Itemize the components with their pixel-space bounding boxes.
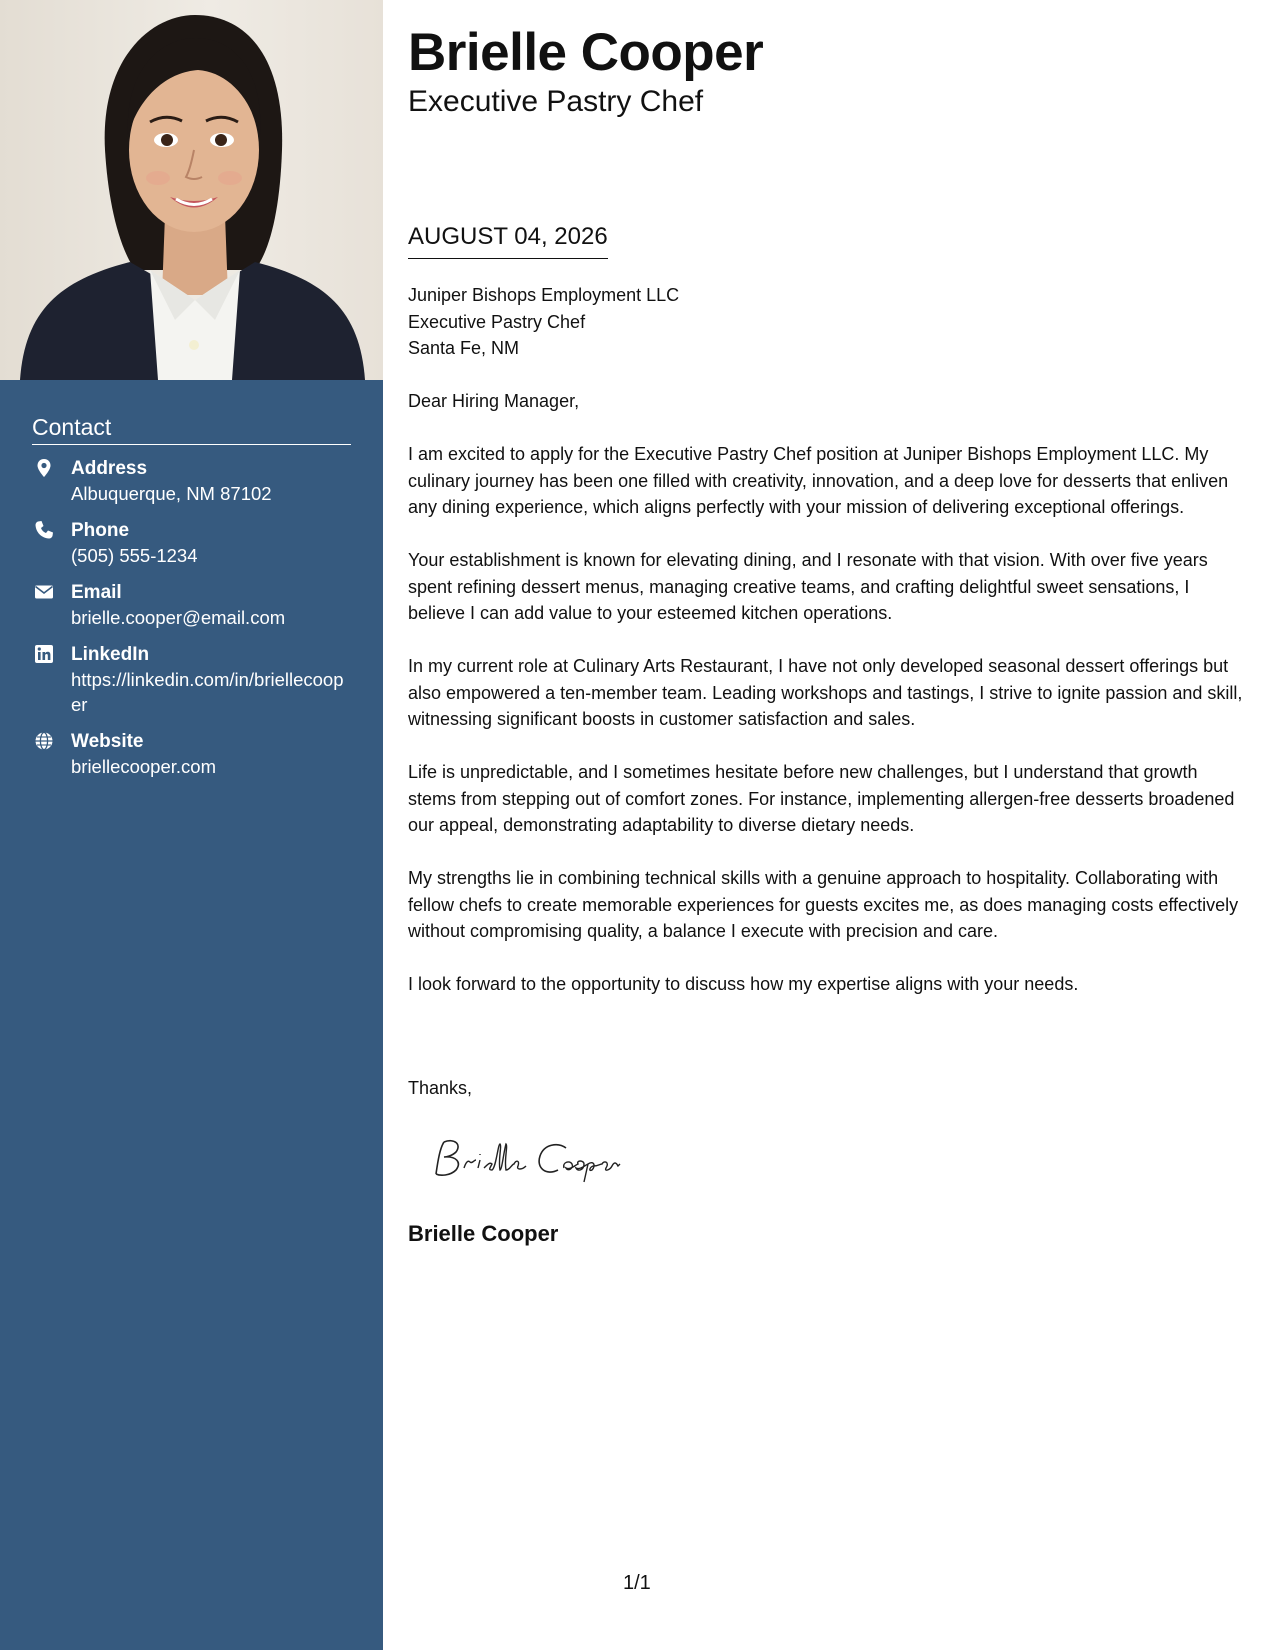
contact-item-linkedin — [32, 642, 352, 717]
letter-body — [408, 388, 1248, 1024]
body-paragraph: I look forward to the opportunity to discuss how my expertise aligns with your needs. — [408, 974, 1079, 994]
contact-heading: Contact — [32, 412, 351, 445]
recipient-location: Santa Fe, NM — [408, 338, 520, 358]
profile-photo — [0, 0, 383, 380]
contact-item-address — [32, 456, 352, 506]
body-paragraph: Your establishment is known for elevating dining, and I resonate with that vision. With over five years spent refining dessert menus, managing creative teams, and crafting delightful sweet sensations, I believe I can add value to your esteemed kitchen operations. — [408, 550, 1208, 623]
recipient-position: Executive Pastry Chef — [408, 311, 586, 332]
phone-label: Phone — [71, 520, 130, 541]
address-label: Address — [71, 458, 148, 479]
body-paragraph: My strengths lie in combining technical skills with a genuine approach to hospitality. Collaborating with fellow chefs to create memorable experiences for guests excites me, as does managing costs effectively without compromising quality, a balance I execute with precision and care. — [408, 868, 1239, 941]
closing: Thanks, — [408, 1078, 473, 1098]
recipient-company: Juniper Bishops Employment LLC — [408, 285, 680, 305]
salutation: Dear Hiring Manager, — [408, 391, 580, 411]
sidebar — [0, 0, 383, 1650]
body-paragraph: Life is unpredictable, and I sometimes hesitate before new challenges, but I understand that growth stems from stepping out of comfort zones. For instance, implementing allergen-free desserts broadened our appeal, demonstrating adaptability to diverse dietary needs. — [408, 762, 1235, 835]
applicant-title: Executive Pastry Chef — [408, 85, 704, 118]
website-value[interactable]: briellecooper.com — [71, 756, 216, 777]
applicant-name: Brielle Cooper — [408, 23, 764, 82]
linkedin-icon — [34, 644, 54, 664]
signed-name: Brielle Cooper — [408, 1221, 559, 1246]
envelope-icon — [34, 582, 54, 602]
body-paragraph: In my current role at Culinary Arts Restaurant, I have not only developed seasonal dessert offerings but also empowered a ten-member team. Leading workshops and tastings, I strive to ignite passion and skill, witnessing significant boosts in customer satisfaction and sales. — [408, 656, 1243, 729]
email-value[interactable]: brielle.cooper@email.com — [71, 607, 286, 628]
contact-item-website — [32, 729, 352, 779]
page-number: 1/1 — [623, 1572, 651, 1594]
map-pin-icon — [34, 458, 54, 478]
linkedin-label: LinkedIn — [71, 644, 150, 665]
phone-icon — [34, 520, 54, 540]
letter-date: AUGUST 04, 2026 — [408, 222, 608, 259]
body-paragraph: I am excited to apply for the Executive Pastry Chef position at Juniper Bishops Employment LLC. My culinary journey has been one filled with creativity, innovation, and a deep love for desserts that enliven any dining experience, which aligns perfectly with your mission of delivering exceptional offerings. — [408, 444, 1229, 517]
linkedin-value[interactable]: https://linkedin.com/in/briellecooper — [71, 669, 344, 715]
contact-item-email — [32, 580, 352, 630]
website-label: Website — [71, 731, 144, 752]
portrait-illustration — [0, 0, 383, 380]
email-label: Email — [71, 582, 122, 603]
phone-value[interactable]: (505) 555-1234 — [71, 545, 198, 566]
handwritten-signature — [428, 1130, 658, 1190]
globe-icon — [34, 731, 54, 751]
recipient-block — [408, 282, 679, 362]
contact-item-phone — [32, 518, 352, 568]
address-value: Albuquerque, NM 87102 — [71, 483, 272, 504]
contact-list — [32, 456, 352, 791]
